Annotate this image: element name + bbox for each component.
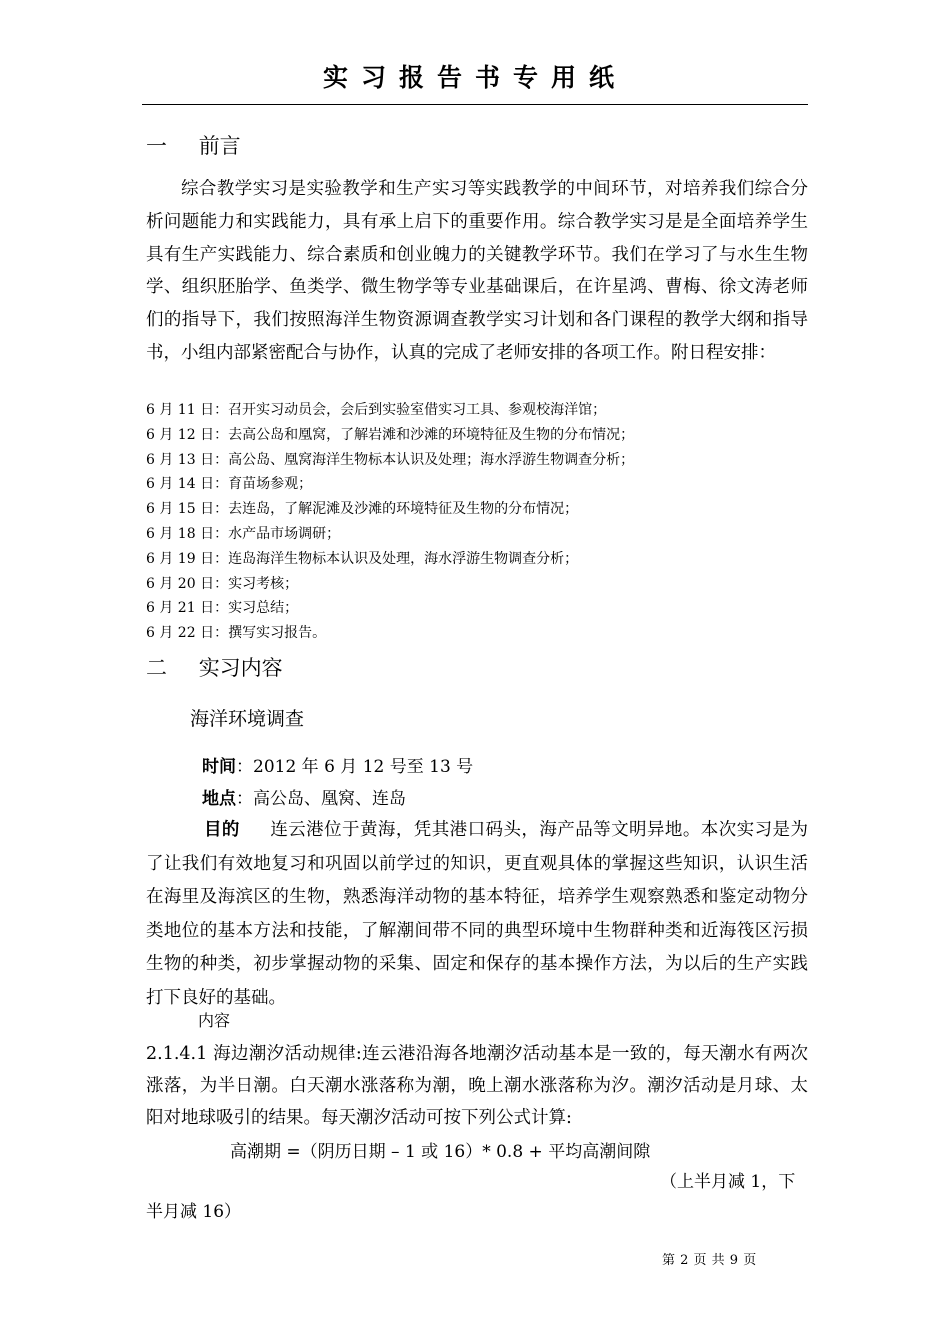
- time-line: [202, 752, 473, 777]
- tide-paragraph: [146, 1038, 808, 1134]
- preface-text: 综合教学实习是实验教学和生产实习等实践教学的中间环节，对培养我们综合分析问题能力和实践能力，具有承上启下的重要作用。综合教学实习是是全面培养学生具有生产实践能力、综合素质和创业魄力的关键教学环节。我们在学习了与水生生物学、组织胚胎学、鱼类学、微生物学等专业基础课后，在许星鸿、曹梅、徐文涛老师们的指导下，我们按照海洋生物资源调查教学实习计划和各门课程的教学大纲和指导书，小组内部紧密配合与协作，认真的完成了老师安排的各项工作。附日程安排：: [146, 179, 808, 363]
- time-label: 时间: [202, 757, 236, 777]
- schedule-item: 6 月 22 日：撰写实习报告。: [146, 625, 327, 642]
- purpose-label: 目的: [204, 820, 240, 840]
- tide-text: 2.1.4.1 海边潮汐活动规律:连云港沿海各地潮汐活动基本是一致的，每天潮水有两次涨落，为半日潮。白天潮水涨落称为潮，晚上潮水涨落称为汐。潮汐活动是月球、太阳对地球吸引的结果。每天潮汐活动可按下列公式计算:: [146, 1044, 808, 1128]
- section-1-number: 一: [146, 134, 167, 158]
- purpose-text: 连云港位于黄海，凭其港口码头，海产品等文明异地。本次实习是为了让我们有效地复习和巩固以前学过的知识，更直观具体的掌握这些知识，认识生活在海里及海滨区的生物，熟悉海洋动物的基本特征，培养学生观察熟悉和鉴定动物分类地位的基本方法和技能，了解潮间带不同的典型环境中生物群种类和近海筏区污损生物的种类，初步掌握动物的采集、固定和保存的基本操作方法，为以后的生产实践打下良好的基础。: [146, 820, 808, 1008]
- section-1-heading: [146, 130, 241, 160]
- section-2-heading: [146, 652, 283, 682]
- schedule-item: 6 月 11 日：召开实习动员会，会后到实验室借实习工具、参观校海洋馆；: [146, 402, 607, 418]
- schedule-list: [146, 398, 808, 646]
- page-header-title: 实习报告书专用纸: [322, 63, 627, 92]
- schedule-item: 6 月 14 日：育苗场参观；: [146, 476, 313, 493]
- section-2-title: 实习内容: [198, 656, 283, 680]
- place-label: 地点: [202, 789, 236, 809]
- purpose-block: [146, 814, 808, 1015]
- section-1-title: 前言: [198, 134, 241, 158]
- schedule-item: 6 月 12 日：去高公岛和凰窝，了解岩滩和沙滩的环境特征及生物的分布情况；: [146, 426, 635, 443]
- tide-formula: 高潮期 =（阴历日期 – 1 或 16）* 0.8 + 平均高潮间隙: [230, 1142, 651, 1162]
- place-line: [202, 784, 406, 809]
- schedule-item: 6 月 21 日：实习总结；: [146, 600, 299, 617]
- schedule-item: 6 月 15 日：去连岛，了解泥滩及沙滩的环境特征及生物的分布情况；: [146, 501, 579, 518]
- formula-note-a: （上半月减 1，下: [660, 1172, 796, 1192]
- subsection-heading: 海洋环境调查: [190, 708, 305, 730]
- page-number: 第 2 页 共 9 页: [662, 1253, 757, 1268]
- time-value: ：2012 年 6 月 12 号至 13 号: [236, 757, 474, 777]
- purpose-paragraph: [146, 814, 808, 1015]
- section-2-number: 二: [146, 656, 167, 680]
- schedule-item: 6 月 18 日：水产品市场调研；: [146, 525, 341, 542]
- content-label: 内容: [198, 1011, 231, 1030]
- schedule-item: 6 月 20 日：实习考核；: [146, 575, 299, 592]
- place-value: ：高公岛、凰窝、连岛: [236, 789, 406, 809]
- schedule-item: 6 月 13 日：高公岛、凰窝海洋生物标本认识及处理；海水浮游生物调查分析；: [146, 451, 635, 468]
- formula-note-b: 半月减 16）: [146, 1202, 242, 1222]
- header-rule: [142, 104, 808, 105]
- schedule-item: 6 月 19 日：连岛海洋生物标本认识及处理，海水浮游生物调查分析；: [146, 550, 579, 567]
- preface-paragraph: [146, 173, 808, 370]
